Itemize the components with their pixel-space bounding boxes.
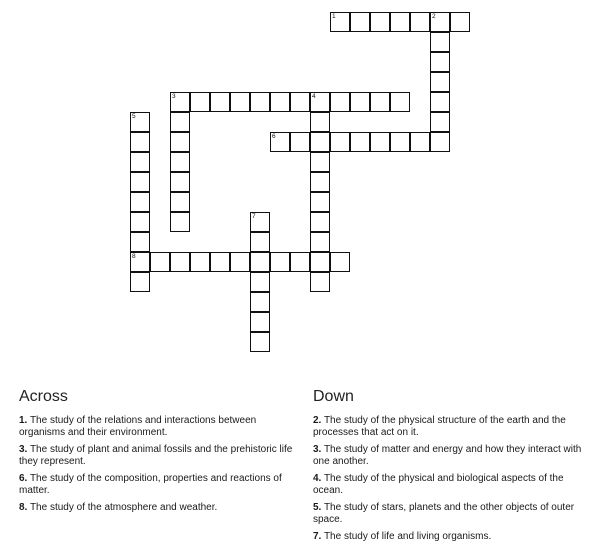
- grid-cell[interactable]: [350, 132, 370, 152]
- clue-across-8: [19, 502, 299, 514]
- clue-across-3: [19, 444, 299, 468]
- grid-cell[interactable]: [210, 252, 230, 272]
- clue-number: 3.: [313, 444, 322, 455]
- across-clues: [19, 388, 299, 519]
- clue-text: The study of the atmosphere and weather.: [29, 502, 218, 513]
- grid-cell[interactable]: [250, 252, 270, 272]
- down-clues: [313, 388, 593, 548]
- grid-cell[interactable]: [330, 92, 350, 112]
- grid-cell[interactable]: [170, 112, 190, 132]
- grid-cell[interactable]: [250, 332, 270, 352]
- grid-cell[interactable]: [130, 232, 150, 252]
- grid-cell[interactable]: [230, 92, 250, 112]
- grid-cell[interactable]: [410, 12, 430, 32]
- across-heading: Across: [19, 388, 68, 405]
- clue-number: 2.: [313, 415, 322, 426]
- grid-cell[interactable]: [270, 252, 290, 272]
- grid-cell[interactable]: [350, 12, 370, 32]
- grid-cell[interactable]: [430, 72, 450, 92]
- grid-cell[interactable]: [350, 92, 370, 112]
- grid-cell[interactable]: [430, 112, 450, 132]
- grid-number: 5: [132, 113, 136, 120]
- grid-cell[interactable]: [370, 132, 390, 152]
- grid-cell[interactable]: [430, 52, 450, 72]
- grid-cell[interactable]: [250, 92, 270, 112]
- grid-cell[interactable]: [170, 252, 190, 272]
- grid-cell[interactable]: [390, 92, 410, 112]
- grid-cell[interactable]: [170, 172, 190, 192]
- grid-cell[interactable]: [130, 132, 150, 152]
- grid-cell[interactable]: [170, 152, 190, 172]
- grid-number: 1: [332, 13, 336, 20]
- grid-cell[interactable]: [390, 132, 410, 152]
- grid-cell[interactable]: [150, 252, 170, 272]
- grid-cell[interactable]: [130, 212, 150, 232]
- clue-text: The study of the physical structure of the earth and the processes that act on it.: [313, 415, 566, 438]
- clue-down-4: [313, 473, 593, 497]
- grid-cell[interactable]: [330, 132, 350, 152]
- grid-cell[interactable]: [290, 252, 310, 272]
- grid-cell[interactable]: [370, 12, 390, 32]
- grid-cell[interactable]: [250, 292, 270, 312]
- grid-cell[interactable]: [310, 212, 330, 232]
- grid-cell[interactable]: [430, 132, 450, 152]
- grid-cell[interactable]: [450, 12, 470, 32]
- grid-cell[interactable]: [230, 252, 250, 272]
- grid-cell[interactable]: [310, 232, 330, 252]
- grid-cell[interactable]: [310, 252, 330, 272]
- clue-down-2: [313, 415, 593, 439]
- clue-down-7: [313, 531, 593, 543]
- grid-cell[interactable]: [290, 132, 310, 152]
- clue-text: The study of the relations and interactions between organisms and their environment.: [19, 415, 257, 438]
- clue-text: The study of stars, planets and the other objects of outer space.: [313, 502, 575, 525]
- clue-down-5: [313, 502, 593, 526]
- clue-across-1: [19, 415, 299, 439]
- clue-down-3: [313, 444, 593, 468]
- clue-number: 5.: [313, 502, 322, 513]
- grid-cell[interactable]: [250, 312, 270, 332]
- grid-cell[interactable]: [310, 272, 330, 292]
- clue-number: 6.: [19, 473, 28, 484]
- clue-across-6: [19, 473, 299, 497]
- clue-number: 3.: [19, 444, 28, 455]
- clue-text: The study of the composition, properties and reactions of matter.: [19, 473, 282, 496]
- grid-cell[interactable]: [190, 252, 210, 272]
- grid-cell[interactable]: [310, 192, 330, 212]
- grid-cell[interactable]: [170, 132, 190, 152]
- grid-cell[interactable]: [310, 112, 330, 132]
- grid-cell[interactable]: [430, 92, 450, 112]
- grid-number: 3: [172, 93, 176, 100]
- grid-cell[interactable]: [290, 92, 310, 112]
- grid-cell[interactable]: [170, 192, 190, 212]
- clue-text: The study of matter and energy and how they interact with one another.: [313, 444, 582, 467]
- grid-number: 2: [432, 13, 436, 20]
- clue-text: The study of life and living organisms.: [323, 531, 492, 542]
- grid-cell[interactable]: [270, 92, 290, 112]
- grid-cell[interactable]: [130, 172, 150, 192]
- grid-cell[interactable]: [130, 192, 150, 212]
- grid-number: 7: [252, 213, 256, 220]
- grid-number: 8: [132, 253, 136, 260]
- grid-cell[interactable]: [250, 232, 270, 252]
- clue-number: 4.: [313, 473, 322, 484]
- clue-text: The study of plant and animal fossils and the prehistoric life they represent.: [19, 444, 293, 467]
- grid-cell[interactable]: [370, 92, 390, 112]
- grid-cell[interactable]: [410, 132, 430, 152]
- clue-text: The study of the physical and biological aspects of the ocean.: [313, 473, 564, 496]
- grid-cell[interactable]: [310, 132, 330, 152]
- grid-number: 6: [272, 133, 276, 140]
- clue-number: 1.: [19, 415, 28, 426]
- grid-cell[interactable]: [390, 12, 410, 32]
- grid-number: 4: [312, 93, 316, 100]
- down-heading: Down: [313, 388, 354, 405]
- grid-cell[interactable]: [210, 92, 230, 112]
- grid-cell[interactable]: [130, 272, 150, 292]
- clue-number: 8.: [19, 502, 28, 513]
- grid-cell[interactable]: [250, 272, 270, 292]
- grid-cell[interactable]: [310, 172, 330, 192]
- grid-cell[interactable]: [330, 252, 350, 272]
- grid-cell[interactable]: [130, 152, 150, 172]
- clue-number: 7.: [313, 531, 322, 542]
- grid-cell[interactable]: [310, 152, 330, 172]
- grid-cell[interactable]: [170, 212, 190, 232]
- grid-cell[interactable]: [430, 32, 450, 52]
- grid-cell[interactable]: [190, 92, 210, 112]
